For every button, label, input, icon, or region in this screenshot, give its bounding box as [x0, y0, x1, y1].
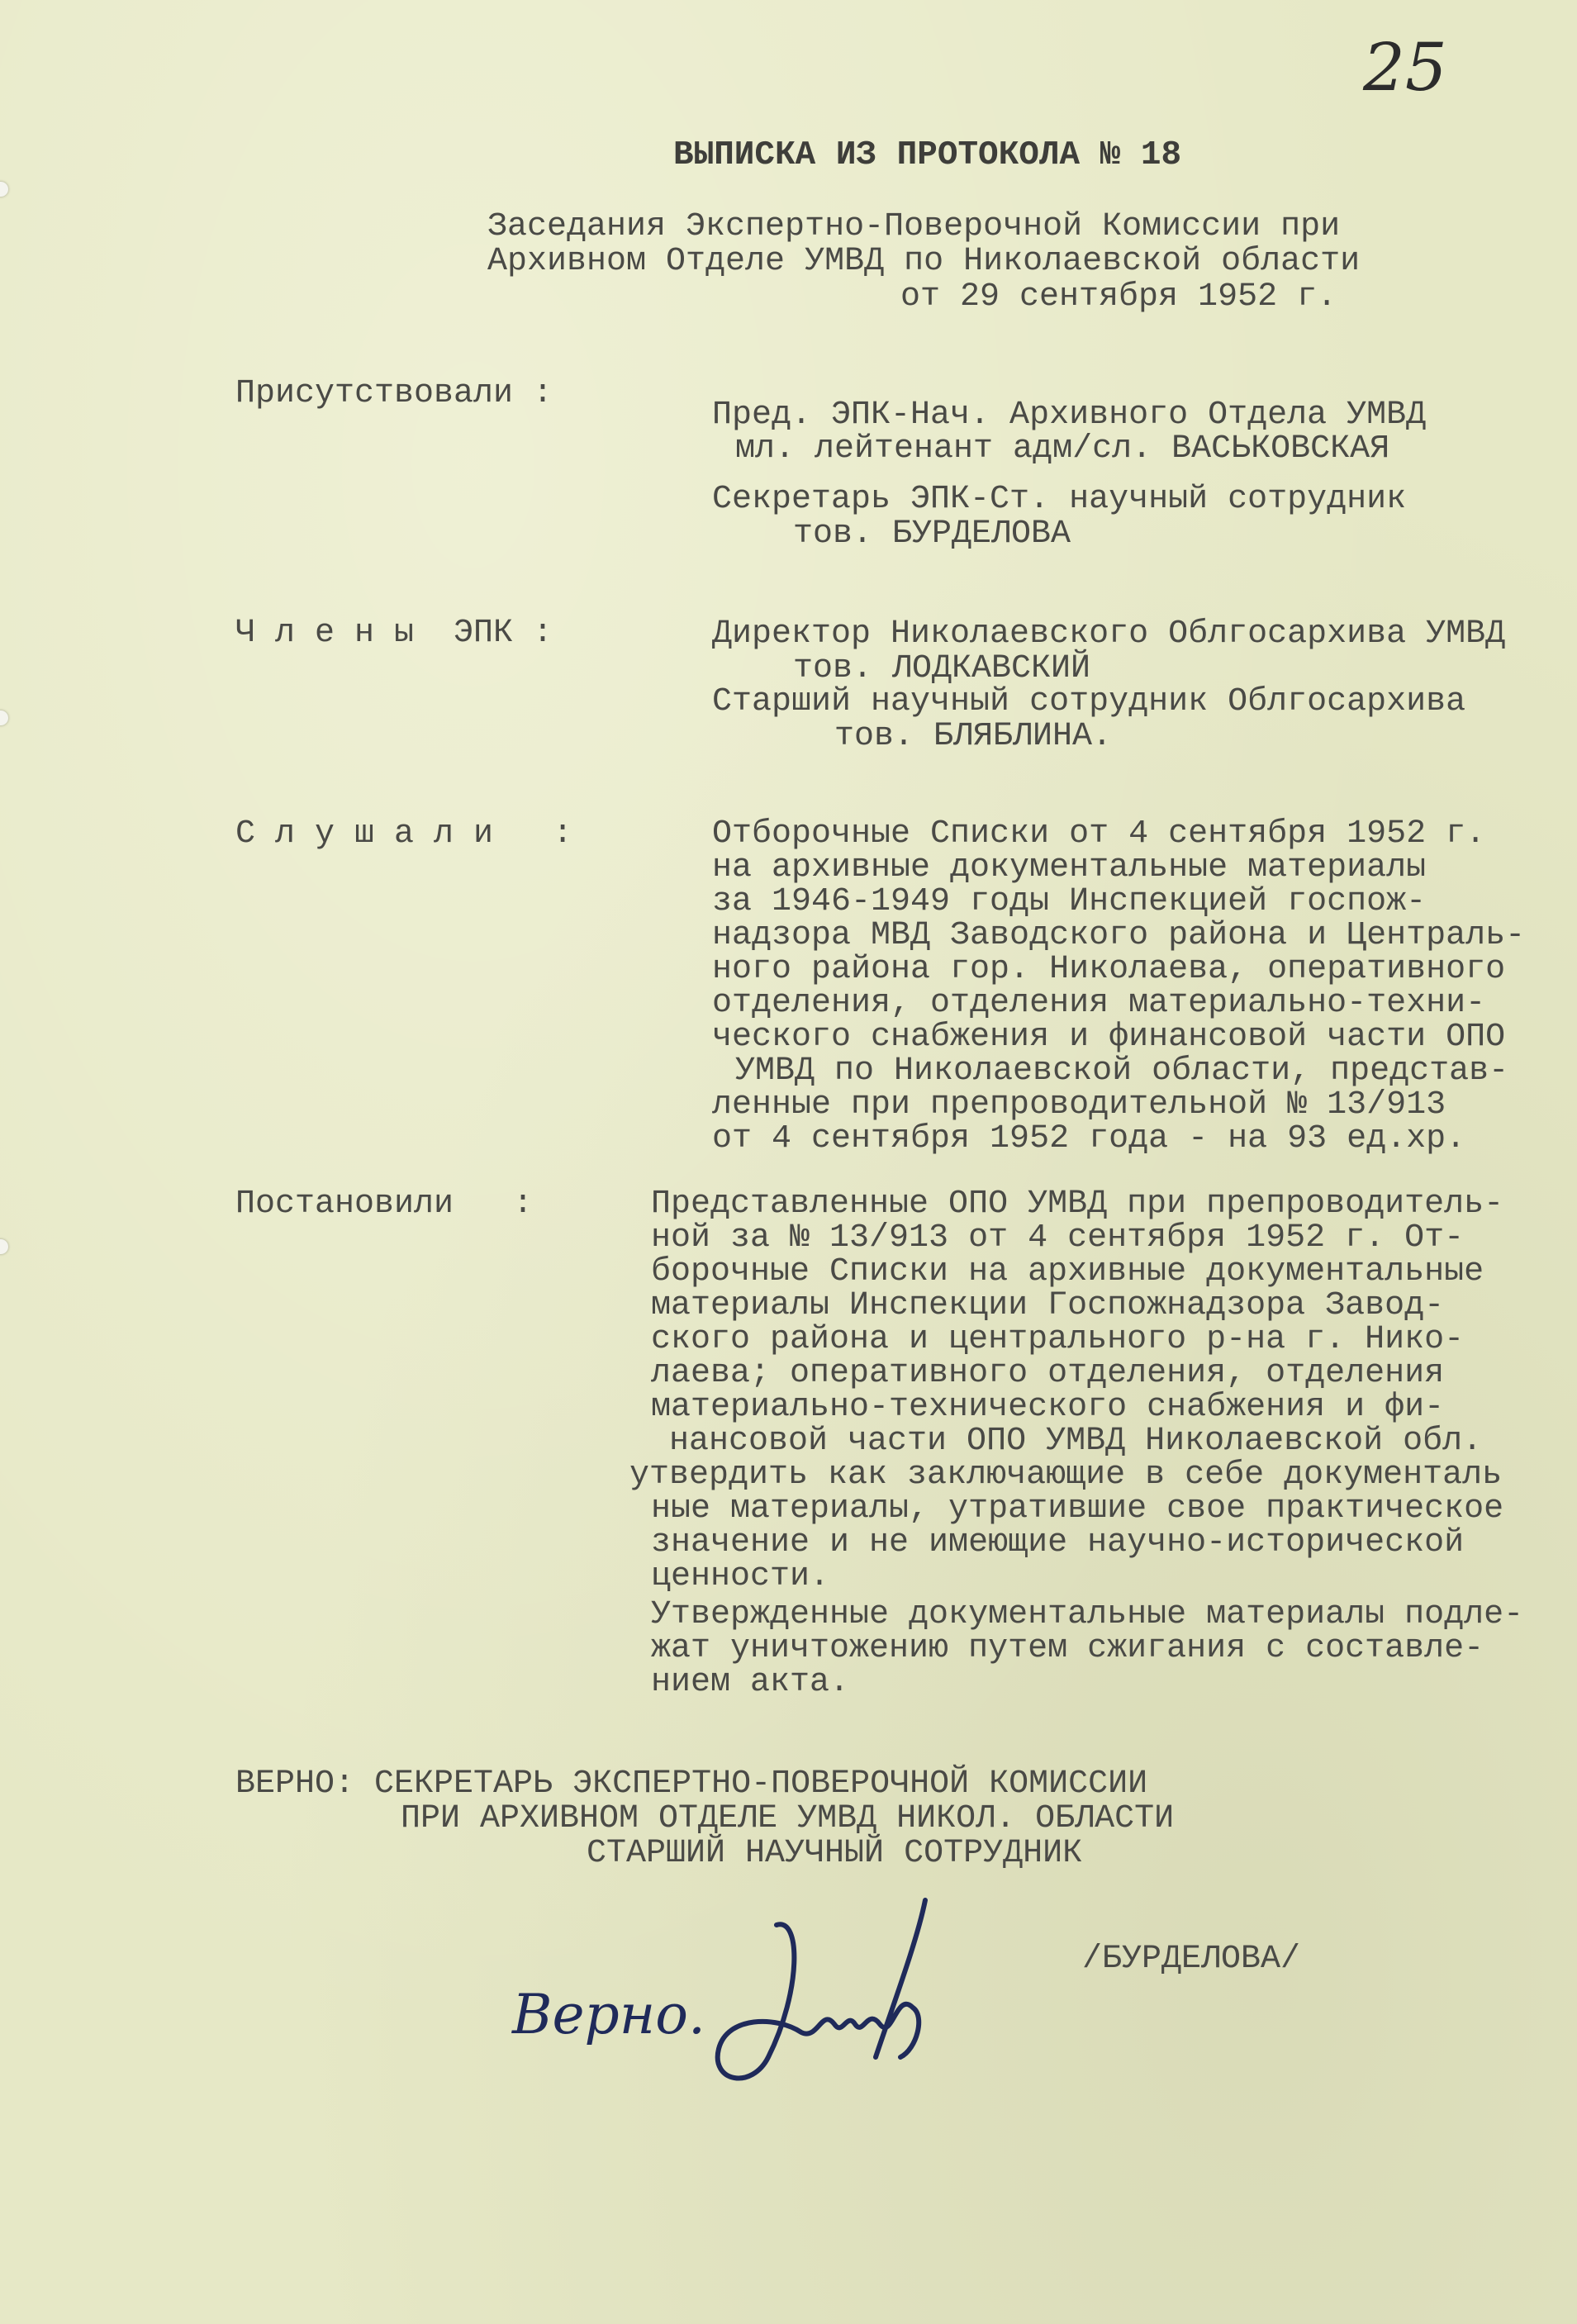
punch-hole — [0, 1239, 8, 1254]
heard-line: от 4 сентября 1952 года - на 93 ед.хр. — [712, 1120, 1466, 1157]
heard-label: С л у ш а л и : — [235, 815, 573, 853]
resolved-line: нием акта. — [651, 1664, 850, 1701]
heard-line: на архивные документальные материалы — [712, 849, 1427, 886]
members-label: Ч л е н ы ЭПК : — [235, 615, 553, 652]
resolved-line: материально-технического снабжения и фи- — [651, 1389, 1445, 1426]
present-label: Присутствовали : — [235, 375, 553, 412]
certification-line: ПРИ АРХИВНОМ ОТДЕЛЕ УМВД НИКОЛ. ОБЛАСТИ — [401, 1800, 1175, 1837]
resolved-line: ценности. — [651, 1558, 830, 1595]
handwritten-note: Верно. — [512, 1983, 705, 2046]
heard-line: надзора МВД Заводского района и Централь- — [712, 917, 1526, 954]
resolved-line: жат уничтожению путем сжигания с составле- — [651, 1630, 1484, 1667]
resolved-line: материалы Инспекции Госпожнадзора Завод- — [651, 1287, 1445, 1324]
subtitle-line: Заседания Экспертно-Поверочной Комиссии при — [487, 208, 1341, 245]
present-line: тов. БУРДЕЛОВА — [793, 516, 1071, 553]
signature-mark — [677, 1892, 958, 2107]
resolved-label: Постановили : — [235, 1186, 534, 1223]
members-line: Директор Николаевского Облгосархива УМВД — [712, 615, 1506, 653]
present-line: Секретарь ЭПК-Ст. научный сотрудник — [712, 481, 1407, 518]
resolved-line: Представленные ОПО УМВД при препроводитель- — [651, 1186, 1504, 1223]
resolved-line: лаева; оперативного отделения, отделения — [651, 1355, 1445, 1392]
present-line: мл. лейтенант адм/сл. ВАСЬКОВСКАЯ — [735, 430, 1390, 468]
punch-hole — [0, 711, 8, 725]
resolved-line: ского района и центрального р-на г. Нико- — [651, 1321, 1465, 1358]
heard-line: Отборочные Списки от 4 сентября 1952 г. — [712, 815, 1486, 853]
subtitle-line: Архивном Отделе УМВД по Николаевской области — [487, 243, 1361, 280]
members-line: тов. ЛОДКАВСКИЙ — [793, 650, 1091, 687]
present-line: Пред. ЭПК-Нач. Архивного Отдела УМВД — [712, 397, 1427, 434]
heard-line: отделения, отделения материально-техни- — [712, 985, 1486, 1022]
members-line: тов. БЛЯБЛИНА. — [834, 718, 1113, 755]
resolved-line: утвердить как заключающие в себе документаль — [629, 1457, 1503, 1494]
certification-line: СТАРШИЙ НАУЧНЫЙ СОТРУДНИК — [587, 1835, 1083, 1872]
resolved-line: значение и не имеющие научно-исторической — [651, 1524, 1465, 1561]
heard-line: ческого снабжения и финансовой части ОПО — [712, 1019, 1506, 1056]
certification-line: ВЕРНО: СЕКРЕТАРЬ ЭКСПЕРТНО-ПОВЕРОЧНОЙ КОМИССИИ — [235, 1766, 1148, 1803]
heard-line: ного района гор. Николаева, оперативного — [712, 951, 1506, 988]
punch-hole — [0, 182, 8, 197]
document-title: ВЫПИСКА ИЗ ПРОТОКОЛА № 18 — [673, 136, 1182, 174]
subtitle-line: от 29 сентября 1952 г. — [900, 278, 1337, 316]
resolved-line: ные материалы, утратившие свое практическое — [651, 1490, 1504, 1528]
resolved-line: борочные Списки на архивные документальные — [651, 1253, 1484, 1290]
members-line: Старший научный сотрудник Облгосархива — [712, 683, 1466, 720]
heard-line: УМВД по Николаевской области, представ- — [735, 1053, 1509, 1090]
page-number: 25 — [1363, 29, 1447, 106]
resolved-line: Утвержденные документальные материалы подле- — [651, 1596, 1524, 1633]
signature-name: /БУРДЕЛОВА/ — [1082, 1941, 1301, 1978]
heard-line: за 1946-1949 годы Инспекцией госпож- — [712, 883, 1427, 920]
heard-line: ленные при препроводительной № 13/913 — [712, 1086, 1446, 1124]
resolved-line: ной за № 13/913 от 4 сентября 1952 г. От- — [651, 1219, 1465, 1257]
resolved-line: нансовой части ОПО УМВД Николаевской обл. — [669, 1423, 1483, 1460]
